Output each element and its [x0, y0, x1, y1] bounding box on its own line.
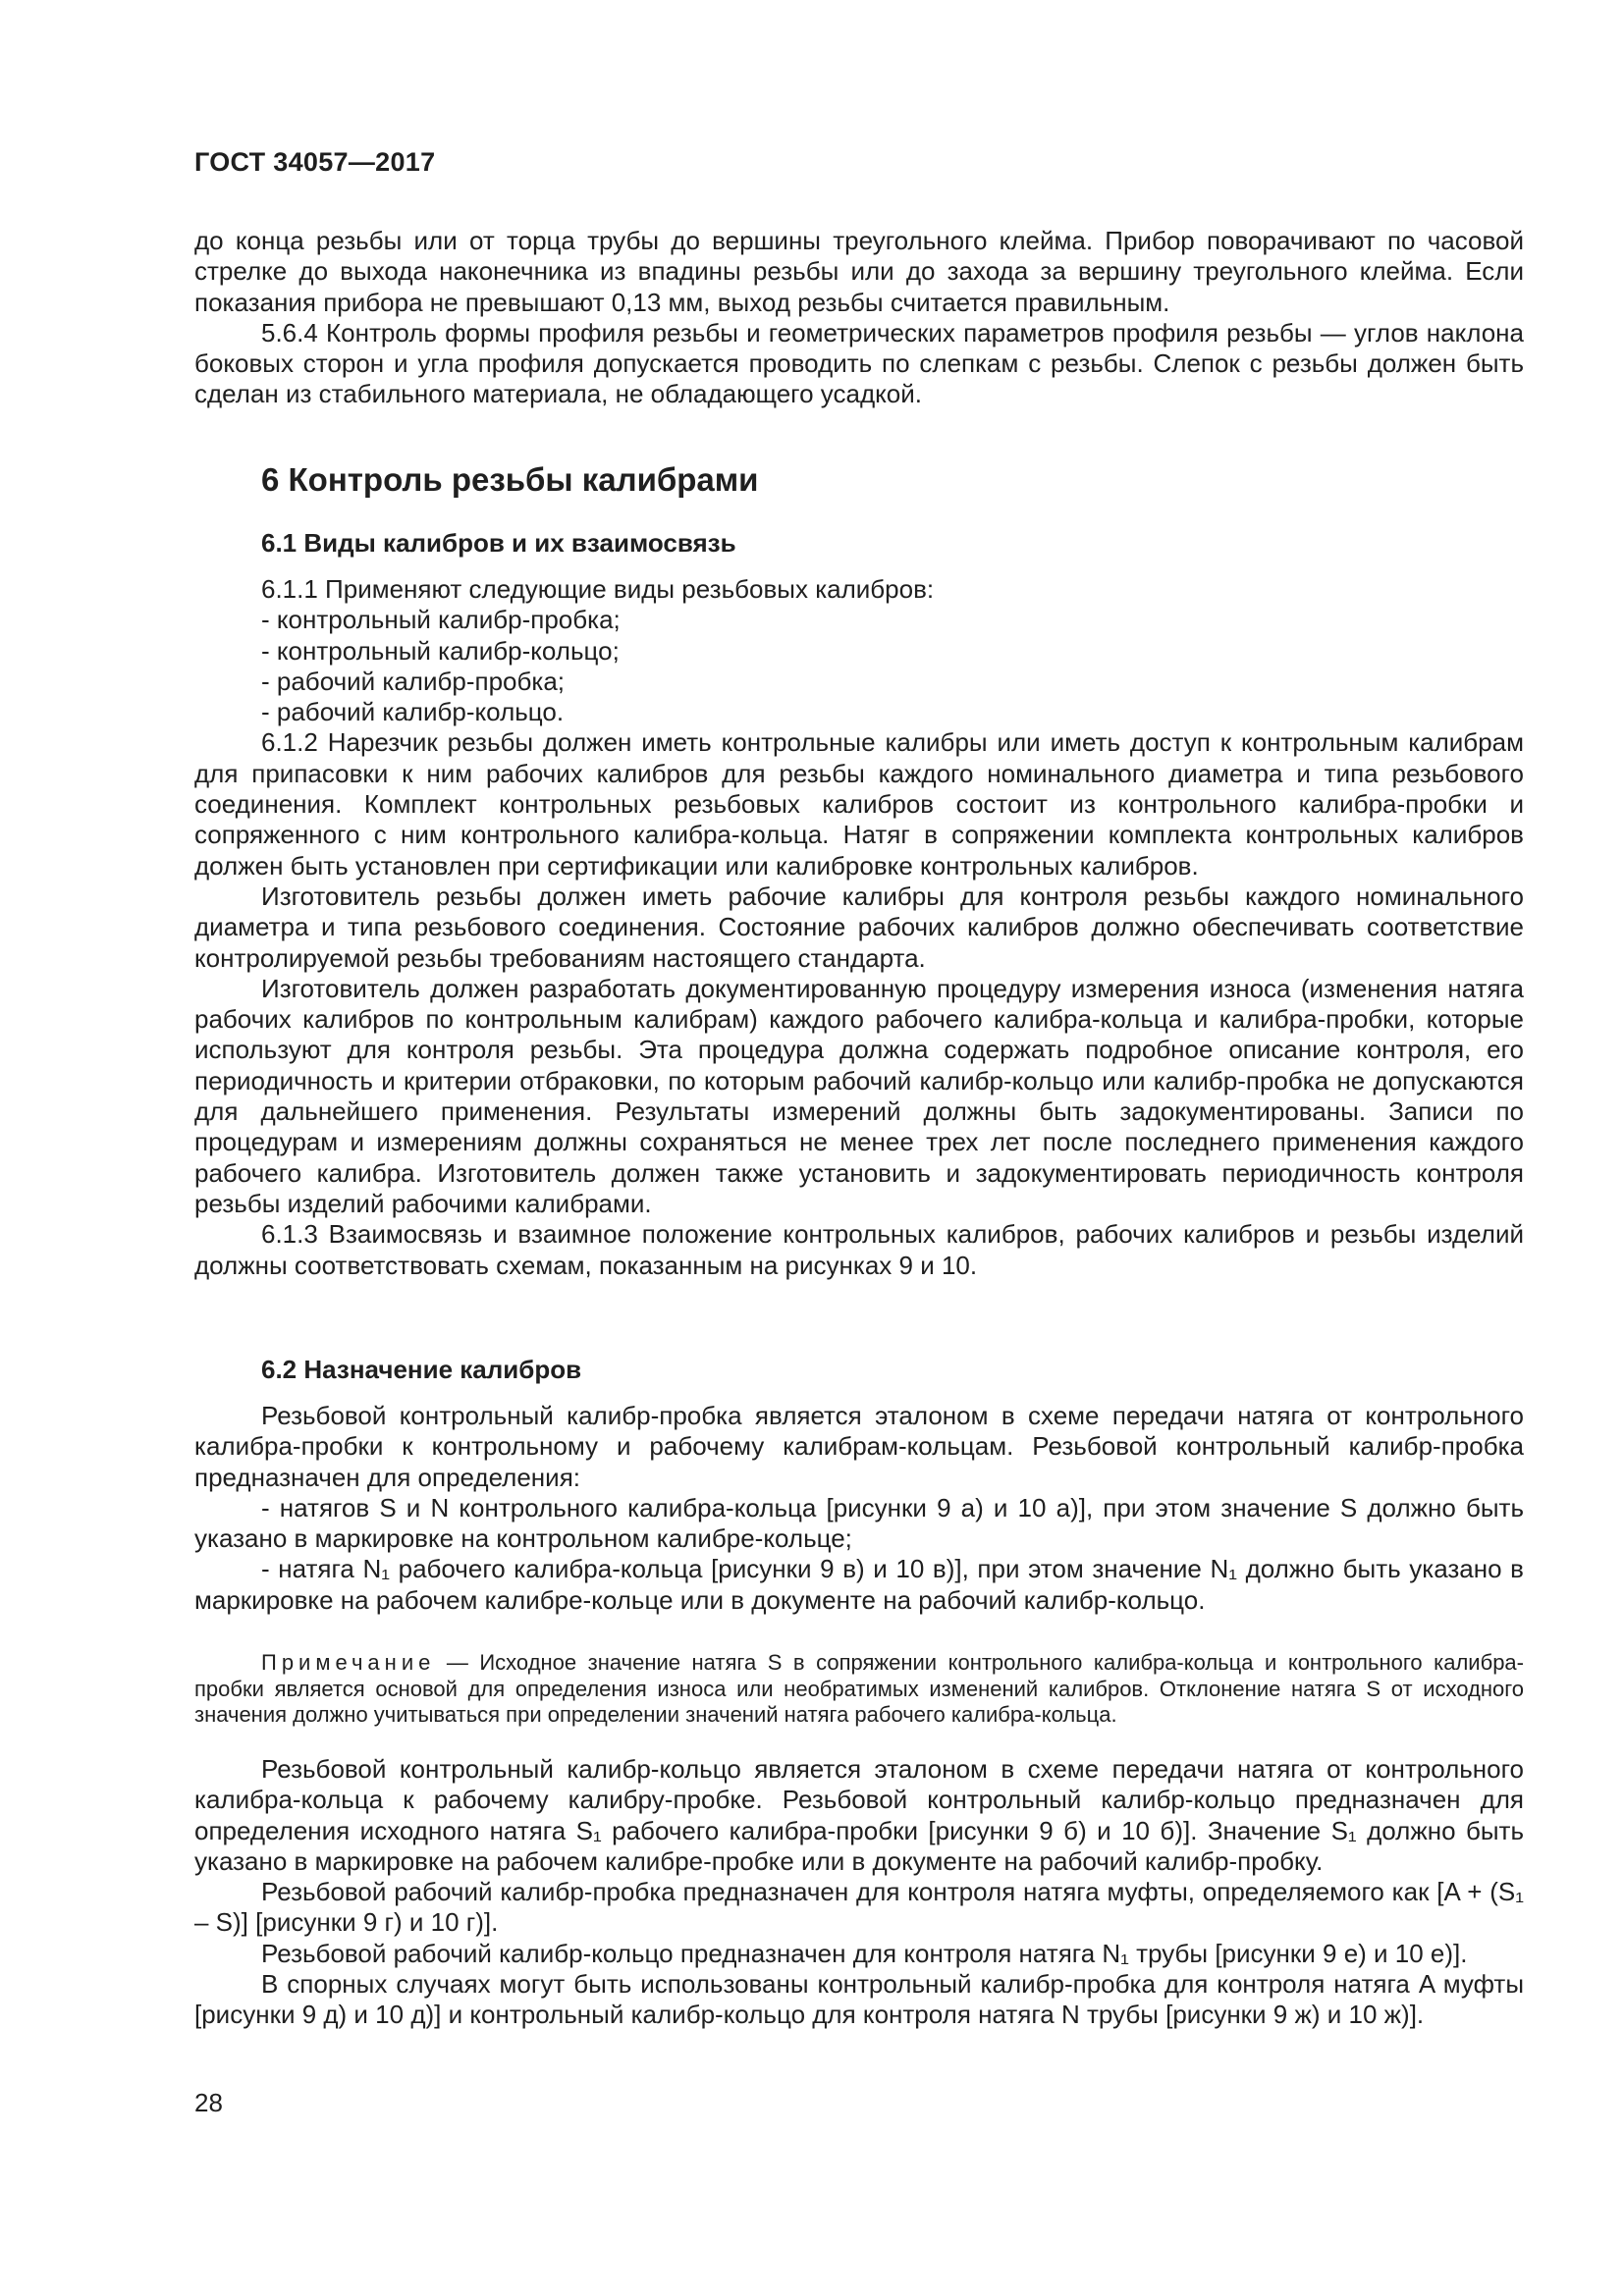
note-label: Примечание: [261, 1650, 436, 1675]
page-number: 28: [194, 2088, 223, 2117]
paragraph-6-1-1: 6.1.1 Применяют следующие виды резьбовых калибров:: [261, 574, 935, 604]
section-6-2-title: 6.2 Назначение калибров: [261, 1355, 582, 1384]
continuation-block: [194, 226, 1524, 410]
list-item: - рабочий калибр-кольцо.: [261, 697, 565, 727]
section-6-1-title-block: [194, 528, 1524, 559]
paragraph-5-6-4: 5.6.4 Контроль формы профиля резьбы и геометрических параметров профиля резьбы — углов наклона боковых сторон и угла профиля допускается проводить по слепкам с резьбы. Слепок с резьбы должен быть сделан из стабильного материала, не обладающего усадкой.: [194, 317, 1524, 409]
paragraph-working-plug: Резьбовой рабочий калибр-пробка предназначен для контроля натяга муфты, определяемого как [A + (S₁ – S)] [рисунки 9 г) и 10 г)].: [194, 1877, 1524, 1938]
paragraph-6-1-3: 6.1.3 Взаимосвязь и взаимное положение контрольных калибров, рабочих калибров и резьбы изделий должны соответствовать схемам, показанным на рисунках 9 и 10.: [194, 1219, 1524, 1280]
note: [194, 1650, 1524, 1729]
bullet-tightness-s-n: - натягов S и N контрольного калибра-кольца [рисунки 9 а) и 10 а)], при этом значение S должно быть указано в маркировке на контрольном калибре-кольце;: [194, 1492, 1524, 1554]
section-6-1-title: 6.1 Виды калибров и их взаимосвязь: [261, 528, 736, 558]
note-text: — Исходное значение натяга S в сопряжении контрольного калибра-кольца и контрольного калибра-пробки является основой для определения износа или необратимых изменений калибров. Отклонение натяга S от исходного значения должно учитываться при определении значений натяга рабочего калибра-кольца.: [194, 1650, 1524, 1727]
section-6-2-body: [194, 1401, 1524, 1616]
section-6-1-body: [194, 574, 1524, 1281]
list-item: - рабочий калибр-пробка;: [261, 666, 566, 696]
section-6-title-block: [194, 461, 1524, 499]
document-header: ГОСТ 34057—2017: [194, 147, 436, 177]
paragraph-working-ring: Резьбовой рабочий калибр-кольцо предназначен для контроля натяга N₁ трубы [рисунки 9 е) и 10 е)].: [261, 1938, 1468, 1968]
paragraph-continuation: до конца резьбы или от торца трубы до вершины треугольного клейма. Прибор поворачивают по часовой стрелке до выхода наконечника из впадины резьбы или до захода за вершину треугольного клейма. Если показания прибора не превышают 0,13 мм, выход резьбы считается правильным.: [194, 226, 1524, 317]
section-6-title: 6 Контроль резьбы калибрами: [261, 461, 759, 498]
paragraph-control-ring: Резьбовой контрольный калибр-кольцо является эталоном в схеме передачи натяга от контрольного калибра-кольца к рабочему калибру-пробке. Резьбовой контрольный калибр-кольцо предназначен для определения исходного натяга S₁ рабочего калибра-пробки [рисунки 9 б) и 10 б)]. Значение S₁ должно быть указано в маркировке на рабочем калибре-пробке или в документе на рабочий калибр-пробку.: [194, 1754, 1524, 1876]
paragraph-6-1-2: 6.1.2 Нарезчик резьбы должен иметь контрольные калибры или иметь доступ к контрольным калибрам для припасовки к ним рабочих калибров для резьбы каждого номинального диаметра и типа резьбового соединения. Комплект контрольных резьбовых калибров состоит из контрольного калибра-пробки и сопряженного с ним контрольного калибра-кольца. Натяг в сопряжении комплекта контрольных калибров должен быть установлен при сертификации или калибровке контрольных калибров.: [194, 727, 1524, 881]
paragraph-disputes: В спорных случаях могут быть использованы контрольный калибр-пробка для контроля натяга A муфты [рисунки 9 д) и 10 д)] и контрольный калибр-кольцо для контроля натяга N трубы [рисунки 9 ж) и 10 ж)].: [194, 1969, 1524, 2030]
paragraph-manufacturer-2: Изготовитель должен разработать документированную процедуру измерения износа (изменения натяга рабочих калибров по контрольным калибрам) каждого рабочего калибра-кольца и калибра-пробки, которые используют для контроля резьбы. Эта процедура должна содержать подробное описание контроля, его периодичность и критерии отбраковки, по которым рабочий калибр-кольцо или калибр-пробка не допускаются для дальнейшего применения. Результаты измерений должны быть задокументированы. Записи по процедурам и измерениям должны сохраняться не менее трех лет после последнего применения каждого рабочего калибра. Изготовитель должен также установить и задокументировать периодичность контроля резьбы изделий рабочими калибрами.: [194, 973, 1524, 1218]
bullet-tightness-n1: - натяга N₁ рабочего калибра-кольца [рисунки 9 в) и 10 в)], при этом значение N₁ должно быть указано в маркировке на рабочем калибре-кольце или в документе на рабочий калибр-кольцо.: [194, 1554, 1524, 1615]
section-6-2-body-continued: [194, 1754, 1524, 2031]
paragraph-control-plug: Резьбовой контрольный калибр-пробка является эталоном в схеме передачи натяга от контрольного калибра-пробки к контрольному и рабочему калибрам-кольцам. Резьбовой контрольный калибр-пробка предназначен для определения:: [194, 1401, 1524, 1492]
note-block: [194, 1650, 1524, 1729]
paragraph-manufacturer-1: Изготовитель резьбы должен иметь рабочие калибры для контроля резьбы каждого номинального диаметра и типа резьбового соединения. Состояние рабочих калибров должно обеспечивать соответствие контролируемой резьбы требованиям настоящего стандарта.: [194, 881, 1524, 973]
list-item: - контрольный калибр-пробка;: [261, 605, 621, 635]
section-6-2-title-block: [194, 1355, 1524, 1385]
list-item: - контрольный калибр-кольцо;: [261, 635, 620, 666]
